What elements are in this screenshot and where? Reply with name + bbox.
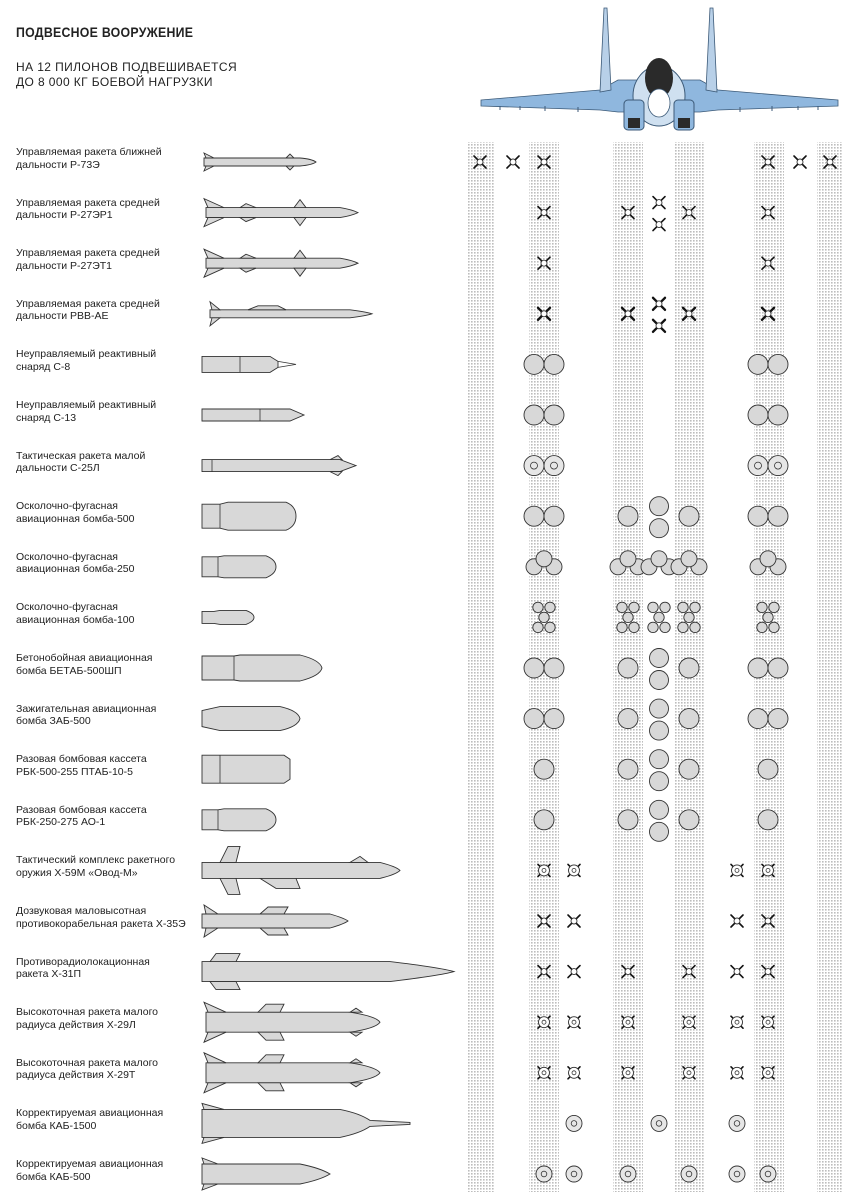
station-mark [544, 456, 564, 476]
station-mark [731, 966, 743, 978]
weapon-label-line-2: дальности Р-27ЭТ1 [16, 259, 113, 272]
station-mark [769, 602, 779, 612]
weapon-drawing [202, 356, 296, 372]
station-mark [748, 405, 768, 425]
weapon-label-line-1: Тактический комплекс ракетного [16, 854, 176, 867]
weapon-label-line-2: снаряд С-13 [16, 411, 77, 424]
station-mark [678, 622, 688, 632]
station-mark [763, 612, 773, 622]
weapon-label-line-2: бомба КАБ-500 [16, 1170, 91, 1183]
weapon-label-line-1: Дозвуковая маловысотная [16, 905, 147, 917]
station-mark [679, 658, 699, 678]
station-mark [651, 1115, 667, 1131]
weapon-drawing [202, 409, 304, 421]
station-mark [650, 497, 669, 516]
station-mark [768, 506, 788, 526]
weapon-drawing [202, 809, 276, 831]
station-mark [650, 721, 669, 740]
station-mark [653, 219, 665, 231]
station-mark [654, 612, 664, 622]
station-mark [748, 354, 768, 374]
station-mark [653, 320, 665, 332]
station-mark [538, 1016, 550, 1028]
weapon-label-line-1: Управляемая ракета средней [16, 247, 160, 260]
station-mark [623, 612, 633, 622]
station-mark [681, 1166, 697, 1182]
weapon-label-line-1: Зажигательная авиационная [16, 702, 157, 715]
station-mark [650, 519, 669, 538]
station-mark [545, 602, 555, 612]
station-mark [794, 156, 806, 168]
station-mark [618, 506, 638, 526]
station-mark [683, 1016, 695, 1028]
station-mark [729, 1115, 745, 1131]
station-mark [618, 810, 638, 830]
pylon-stripe [468, 142, 494, 1192]
station-mark [539, 612, 549, 622]
station-mark [762, 864, 774, 876]
station-mark [648, 622, 658, 632]
weapon-drawing [202, 1158, 330, 1190]
station-mark [748, 709, 768, 729]
weapon-label-line-2: бомба КАБ-1500 [16, 1119, 97, 1132]
station-mark [524, 354, 544, 374]
station-mark [651, 551, 667, 567]
weapon-label-line-2: авиационная бомба-100 [16, 613, 135, 626]
weapon-drawing [202, 1103, 410, 1143]
weapon-label-line-1: Противорадиолокационная [16, 955, 150, 968]
station-mark [679, 506, 699, 526]
station-mark [731, 864, 743, 876]
weapon-drawing [204, 1002, 380, 1042]
station-mark [544, 354, 564, 374]
station-mark [681, 551, 697, 567]
weapon-drawing [204, 249, 358, 277]
station-mark [568, 915, 580, 927]
station-mark [731, 1067, 743, 1079]
station-mark [768, 658, 788, 678]
weapon-label-line-1: Разовая бомбовая кассета [16, 753, 147, 766]
station-mark [769, 622, 779, 632]
station-mark [679, 759, 699, 779]
pylon-stripe [817, 142, 843, 1192]
weapon-label-line-2: авиационная бомба-250 [16, 563, 135, 576]
weapon-drawing [202, 610, 254, 624]
station-mark [760, 1166, 776, 1182]
station-mark [629, 622, 639, 632]
station-mark [568, 1016, 580, 1028]
station-mark [534, 759, 554, 779]
weapon-label-line-1: Осколочно-фугасная [16, 601, 118, 614]
station-mark [538, 864, 550, 876]
station-mark [768, 405, 788, 425]
station-mark [617, 602, 627, 612]
station-mark [650, 671, 669, 690]
station-mark [760, 551, 776, 567]
weapon-label-line-2: дальности РВВ-АЕ [16, 310, 109, 323]
station-mark [758, 810, 778, 830]
weapon-label-line-1: Бетонобойная авиационная [16, 652, 153, 664]
station-mark [650, 772, 669, 791]
station-mark [648, 602, 658, 612]
weapon-label-line-2: радиуса действия Х-29Т [16, 1069, 136, 1082]
station-mark [768, 354, 788, 374]
weapon-label-line-2: авиационная бомба-500 [16, 512, 135, 525]
station-mark [650, 699, 669, 718]
weapon-label-line-2: бомба ЗАБ-500 [16, 715, 91, 728]
station-mark [533, 622, 543, 632]
station-mark [533, 602, 543, 612]
station-mark [758, 759, 778, 779]
station-mark [679, 810, 699, 830]
station-mark [660, 622, 670, 632]
station-mark [679, 709, 699, 729]
weapon-label-line-1: Корректируемая авиационная [16, 1158, 164, 1170]
weapon-label-line-1: Разовая бомбовая кассета [16, 803, 147, 816]
station-mark [683, 1067, 695, 1079]
weapon-label-line-1: Неуправляемый реактивный [16, 399, 157, 411]
station-mark [762, 1016, 774, 1028]
station-mark [660, 602, 670, 612]
station-mark [620, 1166, 636, 1182]
station-mark [618, 759, 638, 779]
weapon-drawing [204, 1053, 380, 1093]
station-mark [538, 1067, 550, 1079]
weapon-label-line-2: снаряд С-8 [16, 360, 71, 373]
station-mark [690, 622, 700, 632]
weapon-drawing [202, 707, 300, 731]
subtitle-line-1: НА 12 ПИЛОНОВ ПОДВЕШИВАЕТСЯ [16, 60, 238, 74]
weapon-label-line-2: РБК-250-275 АО-1 [16, 816, 106, 829]
weapon-label-line-2: дальности Р-27ЭР1 [16, 209, 113, 222]
weapon-drawing [210, 302, 372, 326]
station-mark [524, 405, 544, 425]
station-mark [568, 864, 580, 876]
weapon-drawing [204, 153, 316, 171]
station-mark [650, 822, 669, 841]
station-mark [566, 1166, 582, 1182]
station-mark [618, 709, 638, 729]
weapon-drawings [202, 153, 454, 1190]
station-mark [620, 551, 636, 567]
station-mark [650, 800, 669, 819]
weapon-drawing [204, 199, 358, 227]
station-mark [748, 456, 768, 476]
weapon-label-line-1: Управляемая ракета ближней [16, 146, 162, 158]
station-mark [566, 1115, 582, 1131]
station-mark [768, 456, 788, 476]
weapon-label-line-2: противокорабельная ракета Х-35Э [16, 917, 186, 930]
station-mark [524, 658, 544, 678]
station-mark [536, 551, 552, 567]
weapon-label-line-1: Высокоточная ракета малого [16, 1056, 159, 1069]
weapon-label-line-1: Высокоточная ракета малого [16, 1006, 159, 1019]
weapon-label-line-1: Осколочно-фугасная [16, 500, 118, 513]
station-mark [757, 622, 767, 632]
station-mark [650, 750, 669, 769]
station-mark [678, 602, 688, 612]
station-mark [545, 622, 555, 632]
weapon-label-line-2: дальности С-25Л [16, 462, 100, 475]
station-mark [507, 156, 519, 168]
weapon-label-line-2: радиуса действия Х-29Л [16, 1018, 136, 1031]
weapon-label-line-1: Корректируемая авиационная [16, 1107, 164, 1120]
weapon-drawing [202, 905, 348, 937]
station-mark [731, 1016, 743, 1028]
station-mark [524, 506, 544, 526]
station-mark [731, 915, 743, 927]
weapon-drawing [202, 456, 356, 476]
weapon-label-line-2: бомба БЕТАБ-500ШП [16, 664, 122, 677]
weapon-drawing [202, 954, 454, 990]
station-mark [684, 612, 694, 622]
station-mark [757, 602, 767, 612]
station-mark [690, 602, 700, 612]
weapon-label-line-1: Управляемая ракета средней [16, 196, 160, 209]
station-mark [544, 709, 564, 729]
station-mark [544, 658, 564, 678]
station-mark [650, 649, 669, 668]
weapon-label-line-2: РБК-500-255 ПТАБ-10-5 [16, 765, 133, 778]
station-mark [768, 709, 788, 729]
weapon-label-line-2: ракета Х-31П [16, 968, 82, 981]
station-mark [748, 506, 768, 526]
weapon-drawing [202, 556, 276, 578]
station-mark [536, 1166, 552, 1182]
station-mark [618, 658, 638, 678]
weapon-drawing [202, 755, 290, 783]
weapon-drawing [202, 502, 296, 530]
station-mark [762, 1067, 774, 1079]
station-mark [622, 1016, 634, 1028]
station-mark [629, 602, 639, 612]
station-mark [622, 1067, 634, 1079]
weapon-label-line-1: Осколочно-фугасная [16, 550, 118, 563]
station-mark [748, 658, 768, 678]
station-mark [524, 709, 544, 729]
weapon-label-line-2: оружия Х-59М «Овод-М» [16, 866, 138, 879]
station-mark [653, 298, 665, 310]
weapon-label-line-2: дальности Р-73Э [16, 158, 100, 171]
station-mark [729, 1166, 745, 1182]
subtitle-line-2: ДО 8 000 КГ БОЕВОЙ НАГРУЗКИ [16, 75, 213, 89]
weapon-label-line-1: Управляемая ракета средней [16, 297, 160, 310]
station-mark [544, 506, 564, 526]
weapon-drawing [202, 846, 400, 894]
station-mark [568, 966, 580, 978]
weapon-drawing [202, 655, 322, 681]
aircraft-icon [481, 8, 838, 130]
weapon-label-line-1: Тактическая ракета малой [16, 449, 146, 462]
station-mark [524, 456, 544, 476]
page-title: ПОДВЕСНОЕ ВООРУЖЕНИЕ [16, 24, 194, 40]
station-mark [544, 405, 564, 425]
station-mark [534, 810, 554, 830]
station-mark [568, 1067, 580, 1079]
station-mark [617, 622, 627, 632]
weapon-label-line-1: Неуправляемый реактивный [16, 348, 157, 361]
station-mark [653, 197, 665, 209]
